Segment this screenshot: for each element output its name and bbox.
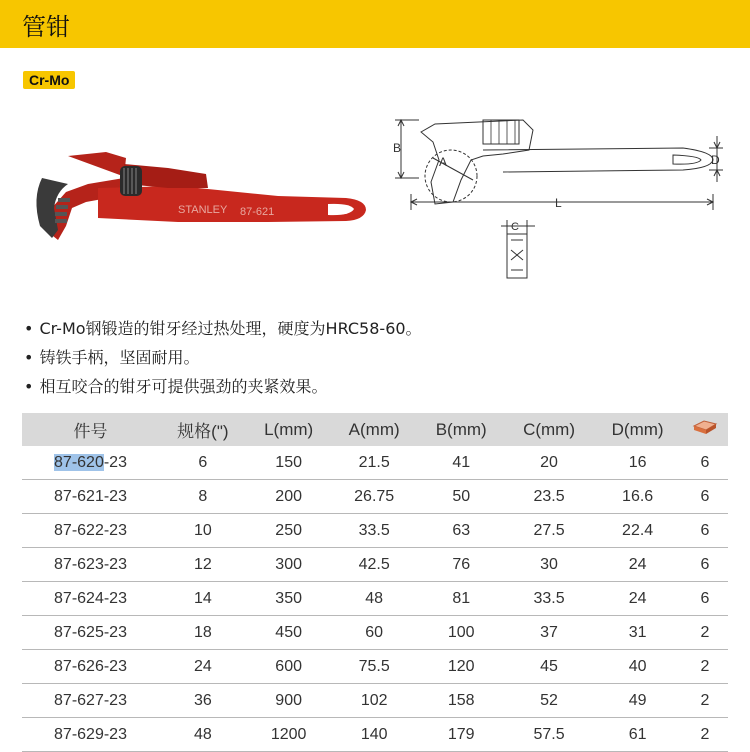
part-number-suffix: -23 [103, 453, 127, 471]
cell-d: 24 [593, 582, 682, 616]
part-number: 87-626-23 [22, 650, 159, 684]
cell-a: 48 [331, 582, 418, 616]
cell-d: 49 [593, 684, 682, 718]
cell-b: 100 [418, 616, 505, 650]
cell-c: 37 [505, 616, 594, 650]
pipe-wrench-photo [28, 148, 373, 246]
cell-c: 45 [505, 650, 594, 684]
cell-c: 20 [505, 446, 594, 480]
cell-size: 8 [159, 480, 247, 514]
cell-size: 14 [159, 582, 247, 616]
page-title: 管钳 [22, 13, 70, 41]
dim-label-b: B [393, 141, 402, 155]
cell-b: 179 [418, 718, 505, 752]
cell-d: 31 [593, 616, 682, 650]
cell-a: 26.75 [331, 480, 418, 514]
col-header-a: A(mm) [331, 413, 418, 446]
cell-pack: 2 [682, 650, 728, 684]
cell-c: 23.5 [505, 480, 594, 514]
cell-l: 450 [247, 616, 331, 650]
col-header-size: 规格(") [159, 413, 247, 446]
cell-l: 1200 [247, 718, 331, 752]
cell-c: 57.5 [505, 718, 594, 752]
cell-l: 600 [247, 650, 331, 684]
cell-pack: 6 [682, 514, 728, 548]
cell-b: 81 [418, 582, 505, 616]
cell-size: 6 [159, 446, 247, 480]
part-number: 87-624-23 [22, 582, 159, 616]
cell-l: 350 [247, 582, 331, 616]
col-header-d: D(mm) [593, 413, 682, 446]
box-quantity-icon [692, 418, 718, 436]
table-row [22, 650, 728, 684]
dim-label-d: D [711, 153, 720, 167]
cell-pack: 2 [682, 718, 728, 752]
cell-c: 27.5 [505, 514, 594, 548]
col-header-part-no: 件号 [22, 413, 159, 446]
cell-a: 140 [331, 718, 418, 752]
cell-c: 33.5 [505, 582, 594, 616]
material-badge: Cr-Mo [23, 71, 75, 89]
cell-size: 24 [159, 650, 247, 684]
dimension-diagram [383, 110, 728, 288]
cell-d: 61 [593, 718, 682, 752]
cell-l: 150 [247, 446, 331, 480]
cell-l: 900 [247, 684, 331, 718]
cell-b: 120 [418, 650, 505, 684]
brand-emboss: STANLEY [178, 204, 228, 216]
table-row [22, 718, 728, 752]
cell-a: 33.5 [331, 514, 418, 548]
model-emboss: 87-621 [240, 206, 275, 218]
col-header-b: B(mm) [418, 413, 505, 446]
cell-b: 63 [418, 514, 505, 548]
cell-a: 75.5 [331, 650, 418, 684]
cell-size: 10 [159, 514, 247, 548]
cell-a: 21.5 [331, 446, 418, 480]
cell-d: 24 [593, 548, 682, 582]
cell-pack: 6 [682, 582, 728, 616]
cell-c: 52 [505, 684, 594, 718]
dim-label-c: C [511, 221, 519, 233]
cell-d: 40 [593, 650, 682, 684]
cell-a: 102 [331, 684, 418, 718]
table-row [22, 684, 728, 718]
cell-l: 200 [247, 480, 331, 514]
cell-l: 300 [247, 548, 331, 582]
col-header-pack [682, 413, 728, 446]
dim-label-l: L [555, 196, 562, 210]
cell-pack: 2 [682, 616, 728, 650]
cell-b: 50 [418, 480, 505, 514]
cell-a: 60 [331, 616, 418, 650]
cell-b: 76 [418, 548, 505, 582]
table-row [22, 480, 728, 514]
cell-d: 16 [593, 446, 682, 480]
cell-b: 41 [418, 446, 505, 480]
cell-size: 18 [159, 616, 247, 650]
cell-pack: 6 [682, 548, 728, 582]
cell-b: 158 [418, 684, 505, 718]
col-header-c: C(mm) [505, 413, 594, 446]
cell-d: 22.4 [593, 514, 682, 548]
cell-d: 16.6 [593, 480, 682, 514]
cell-size: 48 [159, 718, 247, 752]
cell-size: 12 [159, 548, 247, 582]
feature-list [24, 314, 422, 401]
part-number: 87-627-23 [22, 684, 159, 718]
cell-c: 30 [505, 548, 594, 582]
table-row [22, 446, 728, 480]
table-row [22, 548, 728, 582]
feature-item: • 相互咬合的钳牙可提供强劲的夹紧效果。 [24, 372, 422, 401]
feature-item: • Cr-Mo钢锻造的钳牙经过热处理，硬度为HRC58-60。 [24, 314, 422, 343]
col-header-l: L(mm) [247, 413, 331, 446]
cell-pack: 6 [682, 446, 728, 480]
table-row [22, 514, 728, 548]
spec-table [22, 413, 728, 752]
cell-l: 250 [247, 514, 331, 548]
part-number: 87-623-23 [22, 548, 159, 582]
cell-a: 42.5 [331, 548, 418, 582]
table-row [22, 582, 728, 616]
cell-pack: 6 [682, 480, 728, 514]
page-header [0, 0, 750, 48]
part-number: 87-625-23 [22, 616, 159, 650]
dim-label-a: A [439, 155, 448, 169]
part-number [22, 446, 159, 480]
part-number: 87-629-23 [22, 718, 159, 752]
part-number: 87-621-23 [22, 480, 159, 514]
cell-size: 36 [159, 684, 247, 718]
table-row [22, 616, 728, 650]
cell-pack: 2 [682, 684, 728, 718]
part-number: 87-622-23 [22, 514, 159, 548]
feature-item: • 铸铁手柄，坚固耐用。 [24, 343, 422, 372]
table-header-row [22, 413, 728, 446]
part-number-highlight: 87-620 [54, 453, 104, 471]
